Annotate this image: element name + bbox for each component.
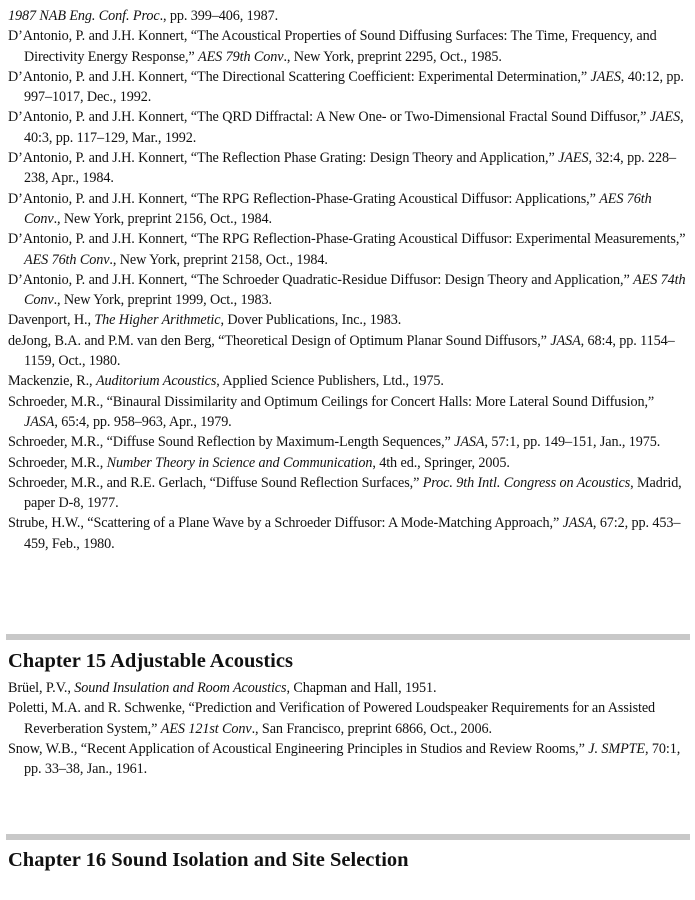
reference-entry [8, 26, 688, 67]
reference-text: Davenport, H., [8, 312, 95, 329]
reference-text: ., New York, preprint 1999, Oct., 1983. [53, 292, 272, 309]
reference-title-italic: JAES [590, 68, 621, 85]
reference-text: Schroeder, M.R., “Binaural Dissimilarity and Optimum Ceilings for Concert Halls: More Lateral Sound Diffusion,” [8, 393, 655, 410]
reference-text: Snow, W.B., “Recent Application of Acoustical Engineering Principles in Studios and Review Rooms,” [8, 740, 589, 757]
reference-text: Poletti, M.A. and R. Schwenke, “Prediction and Verification of Powered Loudspeaker Requirements for an Assisted Reverberation System,” [8, 700, 656, 737]
reference-entry [8, 270, 688, 311]
reference-text: , Dover Publications, Inc., 1983. [220, 312, 402, 329]
reference-title-italic: AES 121st Conv [160, 720, 252, 737]
reference-text: , 40:3, pp. 117–129, Mar., 1992. [24, 109, 684, 146]
reference-title-italic: AES 79th Conv [198, 48, 284, 65]
reference-title-italic: JASA [24, 413, 55, 430]
reference-entry [8, 698, 688, 739]
reference-text: , 67:2, pp. 453–459, Feb., 1980. [24, 515, 681, 552]
reference-title-italic: AES 76th Conv [24, 251, 110, 268]
reference-text: D’Antonio, P. and J.H. Konnert, “The Schroeder Quadratic-Residue Diffusor: Design Theory and Application,” [8, 271, 634, 288]
reference-text: , 32:4, pp. 228–238, Apr., 1984. [24, 150, 676, 187]
reference-entry [8, 331, 688, 372]
reference-entry [8, 67, 688, 108]
reference-text: ., New York, preprint 2158, Oct., 1984. [109, 251, 328, 268]
chapter-heading: Chapter 16 Sound Isolation and Site Selection [8, 849, 409, 871]
reference-title-italic: AES 76th Conv [24, 190, 652, 227]
reference-title-italic: JAES [649, 109, 681, 126]
reference-entry [8, 739, 688, 780]
reference-text: , 68:4, pp. 1154–1159, Oct., 1980. [24, 332, 675, 370]
reference-text: Strube, H.W., “Scattering of a Plane Wave by a Schroeder Diffusor: A Mode-Matching Approach,” [8, 515, 563, 532]
reference-text: , 65:4, pp. 958–963, Apr., 1979. [54, 413, 232, 430]
reference-title-italic: Proc. 9th Intl. Congress on Acoustics [422, 474, 631, 491]
reference-entry [8, 392, 688, 433]
reference-entry [8, 432, 688, 452]
reference-text: deJong, B.A. and P.M. van den Berg, “Theoretical Design of Optimum Planar Sound Diffusors,” [8, 332, 551, 349]
reference-text: ., pp. 399–406, 1987. [159, 8, 279, 24]
reference-text: D’Antonio, P. and J.H. Konnert, “The Acoustical Properties of Sound Diffusing Surfaces: The Time, Frequency, and Directivity Energy Response,” [8, 28, 657, 65]
reference-text: Schroeder, M.R., “Diffuse Sound Reflection by Maximum-Length Sequences,” [8, 434, 455, 451]
reference-text: , 40:12, pp. 997–1017, Dec., 1992. [24, 68, 684, 106]
reference-entry [8, 107, 688, 148]
reference-title-italic: The Higher Arithmetic [94, 312, 221, 329]
reference-text: D’Antonio, P. and J.H. Konnert, “The RPG Reflection-Phase-Grating Acoustical Diffusor: Experimental Measurements,” [8, 231, 686, 248]
reference-text: Schroeder, M.R., [8, 454, 107, 471]
reference-text: , 4th ed., Springer, 2005. [372, 454, 510, 471]
reference-entry [8, 473, 688, 514]
reference-text: D’Antonio, P. and J.H. Konnert, “The Reflection Phase Grating: Design Theory and Application,” [8, 150, 559, 167]
reference-text: , Applied Science Publishers, Ltd., 1975. [216, 373, 444, 390]
reference-text: ., New York, preprint 2295, Oct., 1985. [283, 48, 502, 65]
reference-title-italic: JAES [558, 150, 589, 167]
section-divider [6, 834, 690, 840]
reference-entry [8, 310, 688, 330]
reference-entry [8, 678, 688, 698]
reference-title-italic: Sound Insulation and Room Acoustics [74, 680, 287, 696]
reference-title-italic: Auditorium Acoustics [95, 373, 217, 390]
chapter-heading: Chapter 15 Adjustable Acoustics [8, 650, 293, 672]
reference-text: D’Antonio, P. and J.H. Konnert, “The RPG Reflection-Phase-Grating Acoustical Diffusor: Applications,” [8, 190, 600, 207]
reference-list [8, 6, 688, 554]
reference-text: , 57:1, pp. 149–151, Jan., 1975. [484, 434, 661, 451]
reference-title-italic: JASA [550, 332, 581, 349]
section-divider [6, 634, 690, 640]
reference-entry [8, 229, 688, 270]
reference-text: D’Antonio, P. and J.H. Konnert, “The Directional Scattering Coefficient: Experimental Determination,” [8, 68, 591, 85]
reference-title-italic: Number Theory in Science and Communication [106, 454, 373, 471]
reference-title-italic: JASA [562, 515, 593, 532]
reference-text: , 70:1, pp. 33–38, Jan., 1961. [24, 740, 681, 778]
reference-title-italic: AES 74th Conv [24, 271, 686, 309]
reference-entry [8, 513, 688, 554]
reference-text: D’Antonio, P. and J.H. Konnert, “The QRD Diffractal: A New One- or Two-Dimensional Fractal Sound Diffusor,” [8, 109, 650, 126]
reference-entry [8, 189, 688, 230]
reference-entry [8, 453, 688, 473]
reference-text: ., New York, preprint 2156, Oct., 1984. [53, 210, 272, 227]
reference-title-italic: 1987 NAB Eng. Conf. Proc [8, 8, 160, 24]
reference-title-italic: JASA [454, 434, 485, 451]
reference-list [8, 678, 688, 779]
reference-text: Brüel, P.V., [8, 680, 75, 696]
reference-title-italic: J. SMPTE [588, 740, 645, 757]
reference-text: Mackenzie, R., [8, 373, 96, 390]
reference-text: , Madrid, paper D-8, 1977. [24, 474, 682, 512]
reference-text: , Chapman and Hall, 1951. [286, 680, 437, 696]
reference-text: Schroeder, M.R., and R.E. Gerlach, “Diffuse Sound Reflection Surfaces,” [8, 474, 423, 491]
reference-text: ., San Francisco, preprint 6866, Oct., 2006. [251, 720, 492, 737]
reference-entry [8, 6, 688, 26]
reference-entry [8, 148, 688, 189]
reference-entry [8, 371, 688, 391]
